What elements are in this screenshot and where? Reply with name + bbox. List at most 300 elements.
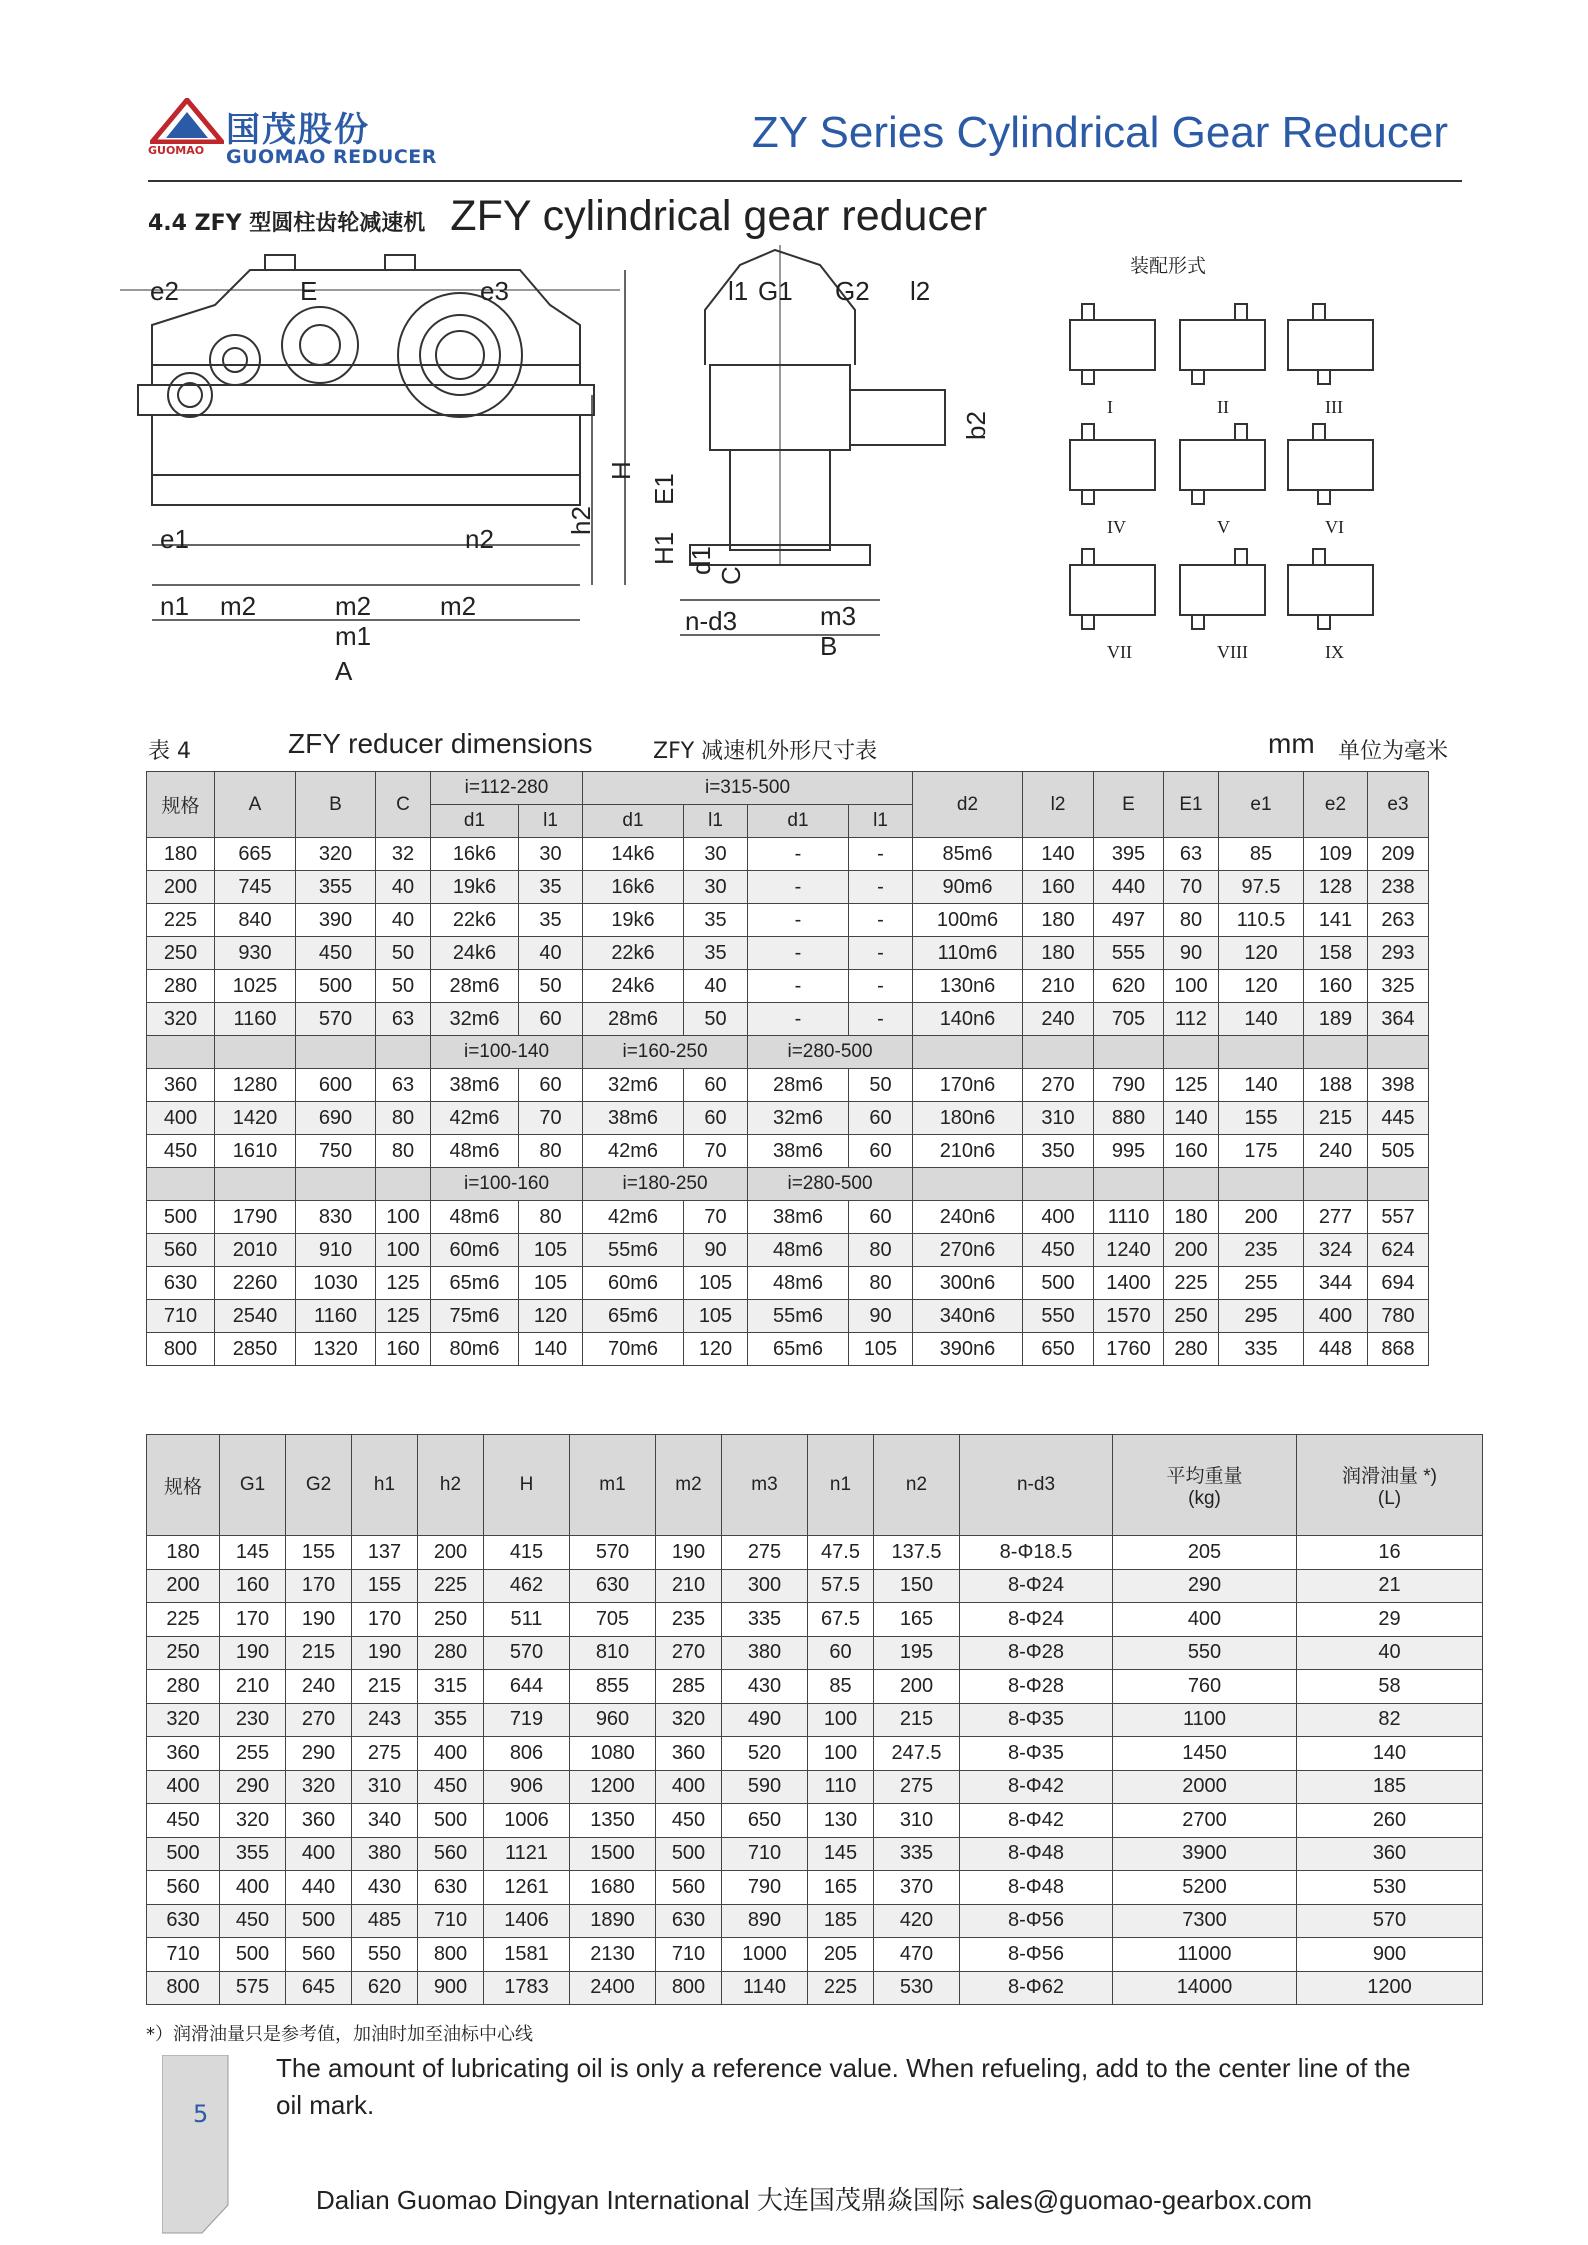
table-cell: 3900	[1113, 1837, 1297, 1871]
table-cell: 8-Φ28	[960, 1670, 1113, 1704]
table-cell: 70	[519, 1102, 583, 1135]
col-l1: l1	[849, 805, 913, 838]
col-d1: d1	[748, 805, 849, 838]
table-cell: 2130	[570, 1938, 656, 1972]
band-empty	[296, 1036, 376, 1069]
table-cell: 16k6	[431, 838, 519, 871]
table-cell: 85m6	[913, 838, 1023, 871]
table-cell: 560	[656, 1871, 722, 1905]
table-cell: 500	[286, 1904, 352, 1938]
table-cell: 490	[722, 1703, 808, 1737]
table-cell: 200	[147, 871, 215, 904]
table-cell: 360	[147, 1737, 220, 1771]
table-cell: 320	[296, 838, 376, 871]
table-cell: -	[748, 970, 849, 1003]
table-cell: 30	[684, 838, 748, 871]
unit-cn: 单位为毫米	[1338, 739, 1449, 764]
table-row	[147, 1904, 1483, 1938]
table-row	[147, 904, 1429, 937]
table-cell: 270	[656, 1636, 722, 1670]
table-cell: 355	[220, 1837, 286, 1871]
band-empty	[1368, 1168, 1429, 1201]
table-cell: 995	[1094, 1135, 1164, 1168]
table-cell: 247.5	[874, 1737, 960, 1771]
table-cell: 705	[1094, 1003, 1164, 1036]
col-group-2: i=315-500	[583, 772, 913, 805]
header-line: (kg)	[1188, 1487, 1221, 1509]
table-cell: -	[849, 904, 913, 937]
table-cell: 140	[1219, 1003, 1304, 1036]
table-cell: 225	[1164, 1267, 1219, 1300]
band-empty	[1094, 1036, 1164, 1069]
oil-note-en: The amount of lubricating oil is only a reference value. When refueling, add to the center line of the oil mark.	[276, 2053, 1411, 2120]
brand-name-cn: 国茂股份	[226, 110, 370, 150]
table-title-cn: ZFY 减速机外形尺寸表	[653, 739, 878, 764]
table-cell: -	[748, 904, 849, 937]
table-cell: 1160	[215, 1003, 296, 1036]
table-cell: 141	[1304, 904, 1368, 937]
table-row	[147, 1201, 1429, 1234]
table-cell: 97.5	[1219, 871, 1304, 904]
assembly-form	[1070, 549, 1155, 662]
table-cell: 38m6	[748, 1201, 849, 1234]
table-cell: 180	[147, 1536, 220, 1570]
col-l1: l1	[519, 805, 583, 838]
table-cell: 200	[147, 1569, 220, 1603]
table-cell: 800	[656, 1971, 722, 2005]
table-row	[147, 1102, 1429, 1135]
table-cell: 120	[519, 1300, 583, 1333]
svg-text:e2: e2	[150, 276, 179, 306]
table-cell: 600	[296, 1069, 376, 1102]
table-cell: 200	[418, 1536, 484, 1570]
col-header: G2	[286, 1435, 352, 1536]
table-cell: 205	[808, 1938, 874, 1972]
col-header: m3	[722, 1435, 808, 1536]
front-view-drawing	[120, 255, 625, 620]
table-cell: 505	[1368, 1135, 1429, 1168]
table-cell: 28m6	[431, 970, 519, 1003]
table-cell: 650	[1023, 1333, 1094, 1366]
table-cell: 400	[418, 1737, 484, 1771]
table-cell: 497	[1094, 904, 1164, 937]
table-cell: 960	[570, 1703, 656, 1737]
table-cell: 210	[220, 1670, 286, 1704]
ratio-range: i=180-250	[583, 1168, 748, 1201]
section-number: 4.4 ZFY 型圆柱齿轮减速机	[148, 211, 426, 236]
band-empty	[296, 1168, 376, 1201]
table-cell: 185	[1297, 1770, 1483, 1804]
table-cell: 275	[722, 1536, 808, 1570]
shaft-stub	[1313, 549, 1325, 565]
table-cell: 320	[147, 1703, 220, 1737]
assembly-forms	[1070, 304, 1373, 662]
table-cell: 209	[1368, 838, 1429, 871]
table-cell: 255	[220, 1737, 286, 1771]
table-cell: 1500	[570, 1837, 656, 1871]
ratio-range: i=160-250	[583, 1036, 748, 1069]
table-cell: 82	[1297, 1703, 1483, 1737]
table-cell: 650	[722, 1804, 808, 1838]
table-cell: 40	[519, 937, 583, 970]
table-row	[147, 1135, 1429, 1168]
table-cell: 67.5	[808, 1603, 874, 1637]
table-cell: 310	[1023, 1102, 1094, 1135]
table-cell: 645	[286, 1971, 352, 2005]
table-cell: 630	[418, 1871, 484, 1905]
table-cell: 390	[296, 904, 376, 937]
table-cell: 130	[808, 1804, 874, 1838]
table-cell: 185	[808, 1904, 874, 1938]
table-cell: 215	[352, 1670, 418, 1704]
table-cell: 160	[220, 1569, 286, 1603]
col-d1: d1	[583, 805, 684, 838]
svg-text:C: C	[716, 566, 746, 585]
col-header: m2	[656, 1435, 722, 1536]
col-spec: 规格	[147, 772, 215, 838]
unit-en: mm	[1268, 728, 1315, 759]
header-line: (L)	[1377, 1487, 1402, 1509]
table-cell: 125	[1164, 1069, 1219, 1102]
assembly-form-label: VI	[1325, 517, 1344, 537]
svg-text:e1: e1	[160, 524, 189, 554]
table-cell: 275	[352, 1737, 418, 1771]
table-cell: 63	[1164, 838, 1219, 871]
svg-text:G2: G2	[835, 276, 870, 306]
col-l1: l1	[684, 805, 748, 838]
table-cell: 344	[1304, 1267, 1368, 1300]
assembly-form-label: IV	[1107, 517, 1126, 537]
table-cell: 90	[849, 1300, 913, 1333]
table-cell: 500	[147, 1201, 215, 1234]
table-row	[147, 1737, 1483, 1771]
band-empty	[1094, 1168, 1164, 1201]
table-cell: 60	[684, 1069, 748, 1102]
table-cell: -	[748, 838, 849, 871]
table-cell: 165	[874, 1603, 960, 1637]
table-cell: 180	[1023, 937, 1094, 970]
table-cell: 48m6	[431, 1135, 519, 1168]
svg-text:m2: m2	[335, 591, 372, 621]
table-cell: 110	[808, 1770, 874, 1804]
table-cell: 7300	[1113, 1904, 1297, 1938]
svg-text:m3: m3	[820, 601, 857, 631]
table-cell: 70	[684, 1135, 748, 1168]
table-cell: 65m6	[431, 1267, 519, 1300]
table-cell: 105	[519, 1234, 583, 1267]
table-cell: 165	[808, 1871, 874, 1905]
assembly-box	[1070, 565, 1155, 615]
assembly-form-label: III	[1325, 397, 1343, 417]
table-cell: 14k6	[583, 838, 684, 871]
table-cell: 320	[286, 1770, 352, 1804]
table-cell: 145	[220, 1536, 286, 1570]
table-cell: 350	[1023, 1135, 1094, 1168]
table-cell: 370	[874, 1871, 960, 1905]
table-row	[147, 937, 1429, 970]
ratio-band-row	[147, 1036, 1429, 1069]
table-cell: 630	[570, 1569, 656, 1603]
table-cell: 170	[220, 1603, 286, 1637]
table-cell: 16	[1297, 1536, 1483, 1570]
table-cell: 240n6	[913, 1201, 1023, 1234]
table-cell: 160	[1164, 1135, 1219, 1168]
table-cell: 270	[1023, 1069, 1094, 1102]
table-cell: 60	[808, 1636, 874, 1670]
table-cell: 500	[147, 1837, 220, 1871]
shaft-stub	[1082, 549, 1094, 565]
oil-note-cn: *）润滑油量只是参考值，加油时加至油标中心线	[146, 2024, 533, 2045]
shaft-stub	[1082, 424, 1094, 440]
table-cell: 90	[1164, 937, 1219, 970]
table-cell: 60	[849, 1201, 913, 1234]
table-row	[147, 1703, 1483, 1737]
col-header: 规格	[147, 1435, 220, 1536]
table-cell: 189	[1304, 1003, 1368, 1036]
table-cell: 270n6	[913, 1234, 1023, 1267]
assembly-title: 装配形式	[1130, 256, 1207, 277]
col-header: H	[484, 1435, 570, 1536]
ratio-range: i=280-500	[748, 1036, 913, 1069]
table-cell: 109	[1304, 838, 1368, 871]
table-cell: 280	[1164, 1333, 1219, 1366]
shaft-stub	[1082, 304, 1094, 320]
table-cell: 1261	[484, 1871, 570, 1905]
table-cell: 230	[220, 1703, 286, 1737]
table-cell: 225	[808, 1971, 874, 2005]
col-E: E	[1094, 772, 1164, 838]
table-cell: 1320	[296, 1333, 376, 1366]
band-empty	[1219, 1168, 1304, 1201]
table-cell: 335	[722, 1603, 808, 1637]
assembly-form-label: VII	[1107, 642, 1132, 662]
table-cell: 450	[296, 937, 376, 970]
table-cell: 8-Φ56	[960, 1904, 1113, 1938]
col-header: G1	[220, 1435, 286, 1536]
table-cell: 555	[1094, 937, 1164, 970]
table-cell: 170n6	[913, 1069, 1023, 1102]
assembly-form	[1288, 424, 1373, 537]
page-number: 5	[193, 2100, 209, 2128]
table-cell: 745	[215, 871, 296, 904]
table-cell: 705	[570, 1603, 656, 1637]
table-cell: 155	[352, 1569, 418, 1603]
table-cell: 320	[220, 1804, 286, 1838]
table-cell: 315	[418, 1670, 484, 1704]
table-cell: -	[748, 1003, 849, 1036]
table-cell: 80	[519, 1135, 583, 1168]
table-cell: 1160	[296, 1300, 376, 1333]
table-cell: 80	[1164, 904, 1219, 937]
table-cell: 65m6	[748, 1333, 849, 1366]
table-cell: 58	[1297, 1670, 1483, 1704]
table-cell: 380	[722, 1636, 808, 1670]
table-cell: 694	[1368, 1267, 1429, 1300]
table-cell: 630	[147, 1267, 215, 1300]
table-cell: 620	[1094, 970, 1164, 1003]
table-cell: 60m6	[431, 1234, 519, 1267]
shaft-stub	[1318, 370, 1330, 384]
table-cell: 880	[1094, 1102, 1164, 1135]
table-row	[147, 1069, 1429, 1102]
svg-text:A: A	[335, 656, 353, 686]
table-cell: 255	[1219, 1267, 1304, 1300]
table-cell: 8-Φ28	[960, 1636, 1113, 1670]
table-cell: 225	[418, 1569, 484, 1603]
table-cell: 500	[1023, 1267, 1094, 1300]
table-cell: 250	[418, 1603, 484, 1637]
table-cell: 420	[874, 1904, 960, 1938]
table-cell: 8-Φ35	[960, 1737, 1113, 1771]
table-cell: 80	[849, 1234, 913, 1267]
table-cell: 570	[484, 1636, 570, 1670]
assembly-form-label: II	[1217, 397, 1229, 417]
table-cell: 719	[484, 1703, 570, 1737]
table-cell: 8-Φ48	[960, 1871, 1113, 1905]
header-line: 润滑油量 *)	[1341, 1465, 1437, 1487]
table-cell: 1280	[215, 1069, 296, 1102]
table-cell: 360	[286, 1804, 352, 1838]
table-cell: 175	[1219, 1135, 1304, 1168]
table-row	[147, 1871, 1483, 1905]
assembly-form	[1288, 549, 1373, 662]
shaft-stub	[1082, 370, 1094, 384]
table-cell: 80	[376, 1135, 431, 1168]
table-cell: 900	[418, 1971, 484, 2005]
svg-text:l2: l2	[910, 276, 931, 306]
table-cell: 1610	[215, 1135, 296, 1168]
table-cell: 1200	[570, 1770, 656, 1804]
table-cell: 1581	[484, 1938, 570, 1972]
table-cell: 8-Φ24	[960, 1603, 1113, 1637]
table-cell: 1680	[570, 1871, 656, 1905]
table-cell: 760	[1113, 1670, 1297, 1704]
table-cell: 400	[286, 1837, 352, 1871]
table-cell: 100	[376, 1234, 431, 1267]
table-cell: 530	[1297, 1871, 1483, 1905]
col-B: B	[296, 772, 376, 838]
table-row	[147, 1536, 1483, 1570]
table-cell: 170	[286, 1569, 352, 1603]
company-logo	[148, 98, 438, 174]
table-cell: 55m6	[748, 1300, 849, 1333]
table-cell: 190	[352, 1636, 418, 1670]
table-cell: 120	[1219, 937, 1304, 970]
header-line: 平均重量	[1166, 1465, 1243, 1487]
table-cell: 1030	[296, 1267, 376, 1300]
table-cell: 1420	[215, 1102, 296, 1135]
assembly-box	[1288, 320, 1373, 370]
svg-text:H: H	[606, 461, 636, 480]
table-cell: 300	[722, 1569, 808, 1603]
table-cell: 630	[656, 1904, 722, 1938]
table-cell: 520	[722, 1737, 808, 1771]
table-cell: 80	[849, 1267, 913, 1300]
table-cell: 810	[570, 1636, 656, 1670]
table-cell: 24k6	[583, 970, 684, 1003]
table-cell: 8-Φ24	[960, 1569, 1113, 1603]
table-cell: 85	[808, 1670, 874, 1704]
table-cell: 360	[147, 1069, 215, 1102]
table-cell: 140	[1297, 1737, 1483, 1771]
band-empty	[1304, 1036, 1368, 1069]
table-cell: 390n6	[913, 1333, 1023, 1366]
table-cell: 235	[1219, 1234, 1304, 1267]
band-empty	[147, 1168, 215, 1201]
table-row	[147, 1267, 1429, 1300]
table-row	[147, 1770, 1483, 1804]
table-cell: 1121	[484, 1837, 570, 1871]
table-cell: 70	[684, 1201, 748, 1234]
table-cell: 557	[1368, 1201, 1429, 1234]
assembly-box	[1288, 565, 1373, 615]
col-e1: e1	[1219, 772, 1304, 838]
assembly-box	[1288, 440, 1373, 490]
table-cell: 400	[656, 1770, 722, 1804]
table-cell: 55m6	[583, 1234, 684, 1267]
table-cell: 462	[484, 1569, 570, 1603]
table-cell: 140	[1219, 1069, 1304, 1102]
table-cell: 250	[1164, 1300, 1219, 1333]
table-cell: 560	[286, 1938, 352, 1972]
table-cell: 400	[147, 1770, 220, 1804]
col-header: h2	[418, 1435, 484, 1536]
table-cell: 140n6	[913, 1003, 1023, 1036]
table2-header-row	[147, 1435, 1483, 1536]
table-cell: 570	[296, 1003, 376, 1036]
table-title-row	[148, 728, 1460, 764]
table-row	[147, 1300, 1429, 1333]
table-cell: 470	[874, 1938, 960, 1972]
table-cell: 320	[656, 1703, 722, 1737]
table-cell: 355	[418, 1703, 484, 1737]
table-cell: 160	[1023, 871, 1094, 904]
table-cell: 243	[352, 1703, 418, 1737]
svg-text:b2: b2	[961, 411, 991, 440]
table-cell: 100	[808, 1737, 874, 1771]
table-cell: 710	[147, 1300, 215, 1333]
table-cell: 1570	[1094, 1300, 1164, 1333]
table-cell: 324	[1304, 1234, 1368, 1267]
table-cell: 550	[1023, 1300, 1094, 1333]
table-cell: 150	[874, 1569, 960, 1603]
table-cell: 170	[352, 1603, 418, 1637]
table-row	[147, 1636, 1483, 1670]
table-cell: 50	[684, 1003, 748, 1036]
col-E1: E1	[1164, 772, 1219, 838]
table-cell: 450	[147, 1135, 215, 1168]
table-cell: 112	[1164, 1003, 1219, 1036]
table-cell: 8-Φ42	[960, 1770, 1113, 1804]
table-cell: 2400	[570, 1971, 656, 2005]
table-cell: 190	[220, 1636, 286, 1670]
table-cell: 450	[1023, 1234, 1094, 1267]
table-cell: 42m6	[583, 1135, 684, 1168]
shaft-stub	[1192, 370, 1204, 384]
table-cell: 620	[352, 1971, 418, 2005]
table-cell: 560	[418, 1837, 484, 1871]
table-row	[147, 1234, 1429, 1267]
band-empty	[913, 1168, 1023, 1201]
shaft-stub	[1235, 424, 1247, 440]
table-cell: 28m6	[583, 1003, 684, 1036]
table-cell: 210	[656, 1569, 722, 1603]
col-header: n2	[874, 1435, 960, 1536]
table-cell: 140	[1164, 1102, 1219, 1135]
ratio-range: i=280-500	[748, 1168, 913, 1201]
table-cell: 280	[147, 970, 215, 1003]
brand-sub: GUOMAO	[148, 144, 205, 157]
